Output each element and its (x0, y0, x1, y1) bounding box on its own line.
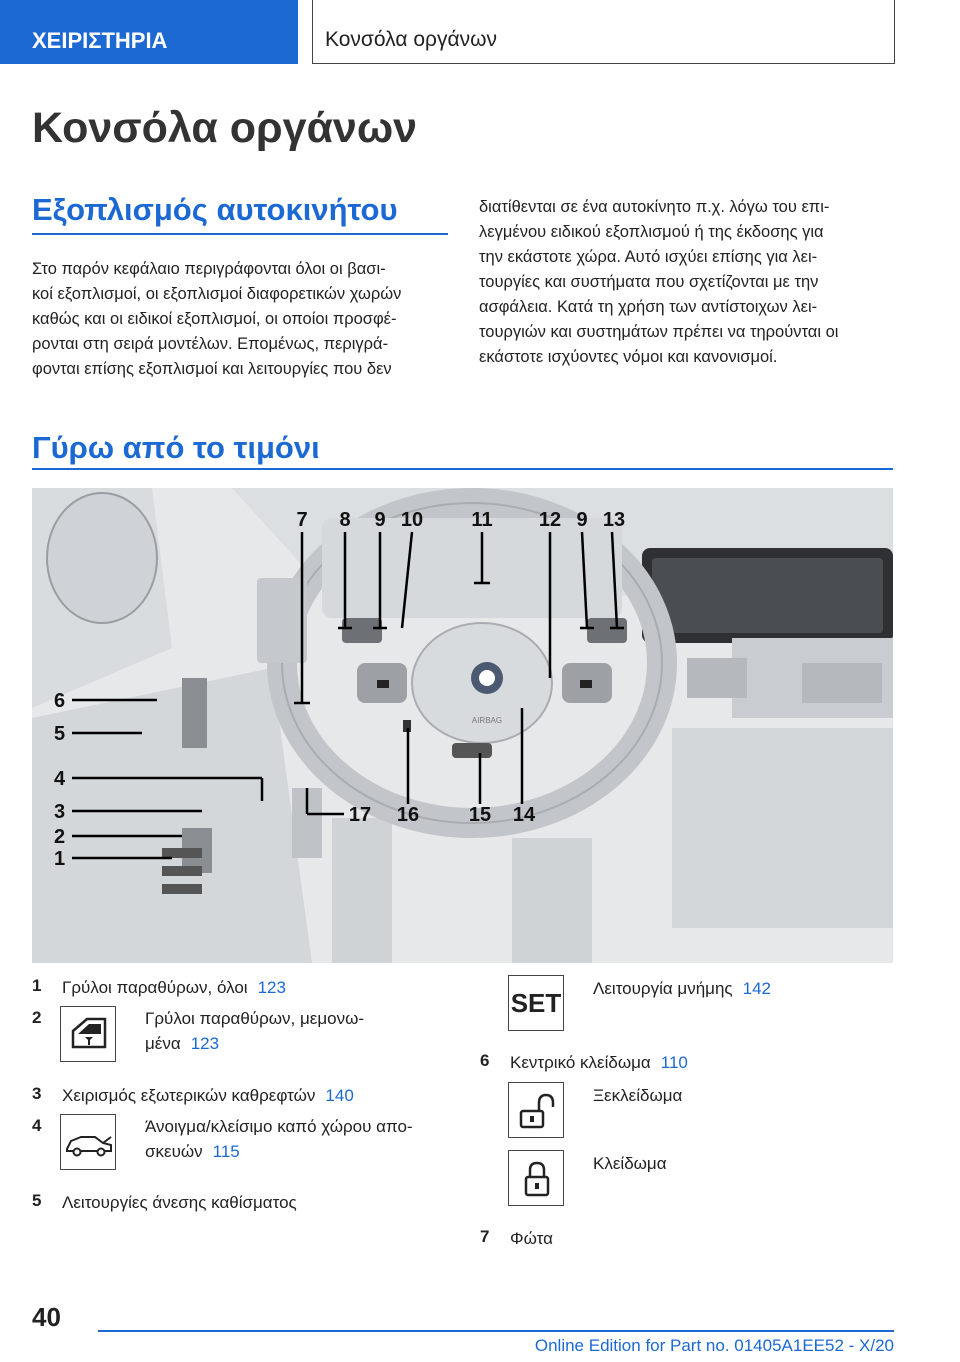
section-heading-steering: Γύρω από το τιμόνι (32, 430, 320, 465)
legend-item-2 (145, 1006, 445, 1056)
legend-item-memory (593, 976, 893, 1001)
legend-text: Κεντρικό κλείδωμα (510, 1053, 651, 1072)
page-header (0, 0, 960, 64)
callout-7: 7 (296, 509, 308, 531)
callout-4: 4 (54, 768, 66, 790)
legend-num-6: 6 (480, 1051, 490, 1070)
callout-9: 9 (374, 509, 386, 531)
section-rule (32, 468, 893, 470)
text-line: καθώς και οι ειδικοί εξοπλισμοί, οι οποίοι προσφέ- (32, 310, 397, 328)
unlock-icon (508, 1082, 564, 1138)
legend-item-1 (62, 975, 462, 1000)
text-line: ασφάλεια. Κατά τη χρήση των αντίστοιχων λει- (479, 298, 818, 316)
text-line: διατίθενται σε ένα αυτοκίνητο π.χ. λόγω του επι- (479, 198, 830, 216)
page-ref-link[interactable]: 142 (742, 979, 772, 998)
text-line: τουργιών και συστημάτων πρέπει να τηρούνται οι (479, 323, 839, 341)
legend-text: Χειρισμός εξωτερικών καθρεφτών (62, 1086, 316, 1105)
text-line: Στο παρόν κεφάλαιο περιγράφονται όλοι οι βασι- (32, 260, 386, 278)
legend-item-6 (510, 1050, 890, 1075)
text-line: εκάστοτε ισχύοντες νόμοι και κανονισμοί. (479, 348, 778, 366)
section-rule (32, 233, 448, 235)
text-line: την εκάστοτε χώρα. Αυτό ισχύει επίσης για λει- (479, 248, 818, 266)
legend-text: Γρύλοι παραθύρων, μεμονω- (145, 1009, 365, 1028)
callout-10: 10 (400, 509, 424, 531)
text-line: κοί εξοπλισμοί, οι εξοπλισμοί διαφορετικών χωρών (32, 285, 402, 303)
callout-8: 8 (339, 509, 351, 531)
lock-icon (508, 1150, 564, 1206)
callout-5: 5 (54, 723, 66, 745)
legend-text: Λειτουργία μνήμης (593, 979, 733, 998)
page-ref-link[interactable]: 140 (325, 1086, 354, 1105)
legend-item-7: Φώτα (510, 1229, 553, 1248)
trunk-lid-icon (60, 1114, 116, 1170)
legend-text: Γρύλοι παραθύρων, όλοι (62, 978, 248, 997)
legend-item-4 (145, 1114, 445, 1164)
legend-item-unlock: Ξεκλείδωμα (593, 1086, 683, 1105)
callout-3: 3 (54, 801, 66, 823)
legend-num-2: 2 (32, 1008, 42, 1027)
text-line: ρονται στη σειρά μοντέλων. Επομένως, περιγρά- (32, 335, 389, 353)
footer-rule (98, 1330, 894, 1332)
chapter-tab: ΧΕΙΡΙΣΤΗΡΙΑ (0, 0, 298, 64)
legend-num-5: 5 (32, 1191, 42, 1210)
legend-num-1: 1 (32, 976, 42, 995)
section-heading-equipment: Εξοπλισμός αυτοκινήτου (32, 192, 398, 227)
callout-1: 1 (54, 848, 66, 870)
memory-set-icon (508, 975, 564, 1031)
legend-num-7: 7 (480, 1227, 490, 1246)
intro-left-column (32, 257, 452, 382)
intro-right-column (479, 195, 899, 370)
legend-item-lock: Κλείδωμα (593, 1154, 667, 1173)
footer-edition: Online Edition for Part no. 01405A1EE52 - X/20 (534, 1336, 894, 1355)
section-label: Κονσόλα οργάνων (312, 0, 895, 64)
text-line: φονται επίσης εξοπλισμοί και λειτουργίες που δεν (32, 360, 392, 378)
page-number: 40 (32, 1302, 61, 1332)
legend-item-5: Λειτουργίες άνεσης καθίσματος (62, 1193, 297, 1212)
legend-text: μένα (145, 1034, 181, 1053)
legend-item-3 (62, 1083, 462, 1108)
text-line: λεγμένου ειδικού εξοπλισμού ή της έκδοσης για (479, 223, 824, 241)
set-label: SET (510, 988, 562, 1018)
legend-text: Άνοιγμα/κλείσιμο καπό χώρου απο- (145, 1117, 413, 1136)
cockpit-illustration (32, 488, 893, 963)
callout-13: 13 (602, 509, 626, 531)
callout-2: 2 (54, 826, 66, 848)
page-ref-link[interactable]: 115 (212, 1142, 240, 1161)
page-ref-link[interactable]: 123 (257, 978, 286, 997)
legend-text: σκευών (145, 1142, 203, 1161)
callout-15: 15 (468, 804, 492, 826)
callout-14: 14 (512, 804, 536, 826)
page-title: Κονσόλα οργάνων (32, 104, 418, 152)
airbag-label: AIRBAG (471, 716, 503, 725)
page-ref-link[interactable]: 110 (660, 1053, 688, 1072)
cockpit-figure (32, 488, 893, 963)
callout-12: 12 (538, 509, 562, 531)
page-ref-link[interactable]: 123 (190, 1034, 220, 1053)
callout-6: 6 (54, 690, 66, 712)
window-lift-icon (60, 1006, 116, 1062)
text-line: τουργίες και συστήματα που σχετίζονται με την (479, 273, 819, 291)
callout-17: 17 (348, 804, 372, 826)
legend-num-3: 3 (32, 1084, 42, 1103)
callout-16: 16 (396, 804, 420, 826)
callout-9b: 9 (576, 509, 588, 531)
callout-11: 11 (471, 509, 493, 531)
legend-num-4: 4 (32, 1116, 42, 1135)
